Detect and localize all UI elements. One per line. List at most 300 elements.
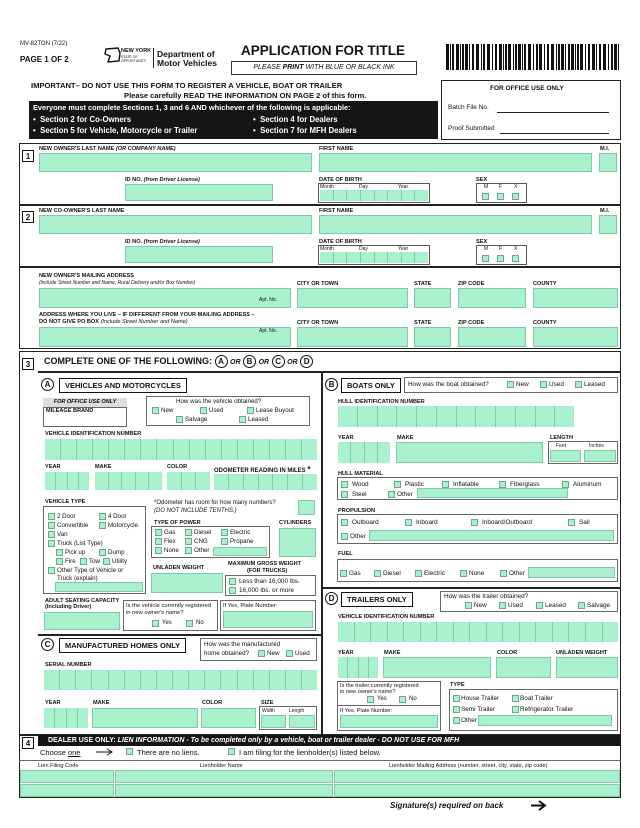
- section-3-heading: COMPLETE ONE OF THE FOLLOWING: A OR B OR C OR D: [44, 355, 313, 368]
- trailer-plate-input[interactable]: [340, 715, 438, 728]
- mailing-city-input[interactable]: [297, 288, 408, 308]
- s2-sex-f-checkbox[interactable]: [497, 255, 504, 262]
- mfh-length-label: Length: [289, 708, 305, 714]
- trailer-year-label: YEAR: [338, 650, 354, 656]
- trailer-color-label: COLOR: [497, 650, 518, 656]
- office-only-label: FOR OFFICE USE ONLY: [43, 398, 127, 407]
- prop-other-input[interactable]: [369, 530, 614, 541]
- mfh-width-input[interactable]: [261, 715, 286, 728]
- trailer-other-checkbox[interactable]: [453, 717, 460, 724]
- plate-input[interactable]: [223, 611, 313, 628]
- trailer-other-input[interactable]: [478, 715, 612, 726]
- type-truck-checkbox[interactable]: [48, 540, 55, 547]
- hull-other-label: Other: [397, 491, 413, 498]
- proof-submitted-label: Proof Submitted: [448, 125, 495, 132]
- trailer-year-input[interactable]: [338, 657, 378, 678]
- hull-steel-checkbox[interactable]: [341, 491, 348, 498]
- vehicle-color-label: COLOR: [167, 464, 188, 470]
- no-liens-checkbox[interactable]: [126, 748, 133, 755]
- s2-sex-x-checkbox[interactable]: [512, 255, 519, 262]
- page-number: PAGE 1 OF 2: [20, 55, 69, 64]
- fuel-other-label: Other: [509, 570, 525, 577]
- bullet-section2: • Section 2 for Co-Owners: [33, 115, 132, 124]
- trailer-registered-yes-label: Yes: [377, 696, 387, 702]
- mailing-county-input[interactable]: [533, 288, 618, 308]
- s1-mi-label: M.I.: [600, 146, 610, 152]
- prop-io-label: Inboard/Outboard: [482, 519, 533, 526]
- mfh-make-input[interactable]: [92, 708, 198, 728]
- mileage-brand-box: [43, 407, 127, 427]
- lienholder-name-input-2[interactable]: [115, 784, 333, 797]
- propulsion-label: PROPULSION: [338, 508, 375, 514]
- odometer-label: ODOMETER READING IN MILES *: [214, 465, 311, 474]
- s2-last-name-input[interactable]: [39, 215, 312, 234]
- odometer-input[interactable]: [214, 474, 317, 490]
- truck-pickup-checkbox[interactable]: [56, 549, 63, 556]
- residence-address-input[interactable]: [39, 327, 291, 347]
- trailer-obtained-label: How was the trailer obtained?: [444, 593, 529, 600]
- boat-length-label: LENGTH: [550, 435, 573, 441]
- bullet-section7: • Section 7 for MFH Dealers: [253, 126, 357, 135]
- boat-inches-input[interactable]: [584, 450, 616, 462]
- s2-sex-x-label: X: [514, 246, 518, 252]
- mailing-address-label: NEW OWNER'S MAILING ADDRESS: [39, 273, 134, 279]
- prop-outboard-label: Outboard: [352, 519, 379, 526]
- s2-id-input[interactable]: [125, 246, 273, 263]
- mfh-used-label: Used: [295, 650, 310, 657]
- power-cng-checkbox[interactable]: [185, 538, 192, 545]
- vehicle-make-label: MAKE: [95, 464, 112, 470]
- vehicle-new-checkbox[interactable]: [152, 407, 159, 414]
- mailing-address-input[interactable]: [39, 288, 291, 308]
- vehicle-leased-label: Leased: [248, 416, 269, 423]
- signature-required-note: Signature(s) required on back: [390, 801, 504, 810]
- boat-new-label: New: [516, 381, 529, 388]
- trailer-registered-no-checkbox[interactable]: [399, 696, 406, 703]
- truck-tow-checkbox[interactable]: [80, 558, 87, 565]
- trailer-leased-checkbox[interactable]: [536, 602, 543, 609]
- filing-lien-label: I am filing for the lienholder(s) listed below.: [239, 748, 381, 757]
- prop-sail-label: Sail: [579, 519, 590, 526]
- s1-id-input[interactable]: [125, 184, 273, 201]
- mfh-new-label: New: [267, 650, 280, 657]
- s2-sex-m-checkbox[interactable]: [482, 255, 489, 262]
- vehicle-salvage-checkbox[interactable]: [176, 416, 183, 423]
- type-other-checkbox[interactable]: [48, 567, 55, 574]
- hull-steel-label: Steel: [352, 491, 367, 498]
- vehicle-salvage-label: Salvage: [185, 416, 208, 423]
- mgw-gt16-label: 16,000 lbs. or more: [239, 587, 295, 594]
- prop-sail-checkbox[interactable]: [568, 519, 575, 526]
- truck-explain-label: Truck (explain): [57, 575, 98, 582]
- trailer-reefer-checkbox[interactable]: [512, 706, 519, 713]
- mfh-year-input[interactable]: [44, 708, 88, 728]
- power-none-checkbox[interactable]: [155, 547, 162, 554]
- lien-code-input-1[interactable]: [20, 770, 114, 783]
- mailing-apt-label: Apt. No.: [259, 297, 278, 303]
- registered-yes-checkbox[interactable]: [152, 620, 159, 627]
- prop-other-label: Other: [350, 533, 366, 540]
- lienholder-address-header: Lienholder Mailing Address (number, street, city, state, zip code): [389, 763, 548, 769]
- mfh-serial-label: SERIAL NUMBER: [45, 662, 92, 668]
- mfh-length-input[interactable]: [289, 715, 315, 728]
- s2-id-label: ID NO. (from Driver License): [125, 239, 200, 245]
- fuel-electric-label: Electric: [424, 570, 445, 577]
- residence-label: ADDRESS WHERE YOU LIVE – IF DIFFERENT FROM YOUR MAILING ADDRESS –: [39, 312, 255, 318]
- residence-zip-label: ZIP CODE: [458, 320, 485, 326]
- banner-text: Everyone must complete Sections 1, 3 and 6 AND whichever of the following is applicable:: [33, 103, 351, 112]
- power-electric-checkbox[interactable]: [221, 529, 228, 536]
- s2-mi-label: M.I.: [600, 208, 610, 214]
- mfh-serial-input[interactable]: [44, 670, 317, 690]
- cylinders-input[interactable]: [279, 528, 316, 557]
- trailer-reefer-label: Refrigerator Trailer: [520, 706, 574, 713]
- prop-inboard-checkbox[interactable]: [405, 519, 412, 526]
- lienholder-address-input-1[interactable]: [334, 770, 620, 783]
- residence-city-input[interactable]: [297, 327, 408, 347]
- office-use-box: [441, 80, 621, 140]
- section-c-marker: C: [41, 638, 54, 651]
- seating-label: ADULT SEATING CAPACITY: [45, 598, 120, 604]
- s2-day-label: Day: [359, 246, 368, 252]
- vehicle-color-input[interactable]: [167, 472, 210, 490]
- residence-city-label: CITY OR TOWN: [297, 320, 339, 326]
- vehicle-year-label: YEAR: [45, 464, 61, 470]
- ny-state-logo: [104, 47, 122, 63]
- power-other-label: Other: [194, 547, 210, 554]
- trailer-new-label: New: [474, 602, 487, 609]
- vehicle-used-label: Used: [209, 407, 224, 414]
- vehicle-type-label: VEHICLE TYPE: [45, 499, 86, 505]
- power-flex-label: Flex: [164, 538, 176, 545]
- residence-state-input[interactable]: [414, 327, 451, 347]
- mfh-obtained-label2: home obtained?: [204, 650, 250, 657]
- s1-last-name-label: NEW OWNER'S LAST NAME (OR COMPANY NAME): [39, 146, 176, 152]
- hull-inflatable-checkbox[interactable]: [442, 481, 449, 488]
- hull-aluminum-label: Aluminum: [573, 481, 602, 488]
- trailer-semi-checkbox[interactable]: [453, 706, 460, 713]
- barcode: [446, 44, 622, 70]
- ny-logo-tagline: STATE OF OPPORTUNITY.: [121, 55, 147, 63]
- residence-apt-label: Apt. No.: [259, 328, 278, 334]
- boat-new-checkbox[interactable]: [507, 381, 514, 388]
- type-motorcycle-label: Motorcycle: [108, 522, 138, 529]
- mileage-brand-label: MILEAGE BRAND: [46, 408, 94, 414]
- fuel-label: FUEL: [338, 551, 353, 557]
- mailing-address-hint: (include Street Number and Name, Rural Delivery and/or Box Number): [39, 280, 196, 286]
- odometer-note2: (DO NOT INCLUDE TENTHS.): [154, 508, 237, 514]
- registered-label2: in new owner's name?: [126, 610, 184, 616]
- boat-make-input[interactable]: [396, 442, 543, 463]
- s2-month-label: Month: [320, 246, 334, 252]
- type-convertible-label: Convertible: [57, 522, 89, 529]
- vehicle-lease-buyout-checkbox[interactable]: [247, 407, 254, 414]
- odometer-digits-input[interactable]: [298, 500, 315, 515]
- mfh-obtained-label1: How was the manufactured: [204, 641, 281, 648]
- section-3-number: 3: [22, 358, 34, 370]
- mailing-state-input[interactable]: [414, 288, 451, 308]
- hull-other-input[interactable]: [417, 488, 568, 498]
- prop-outboard-checkbox[interactable]: [341, 519, 348, 526]
- truck-utility-checkbox[interactable]: [103, 558, 110, 565]
- residence-state-label: STATE: [414, 320, 432, 326]
- plate-label: If Yes, Plate Number:: [223, 603, 278, 609]
- hull-inflatable-label: Inflatable: [453, 481, 479, 488]
- trailer-semi-label: Semi Trailer: [461, 706, 496, 713]
- section-4-number: 4: [22, 737, 34, 749]
- s1-dob-input[interactable]: [320, 190, 428, 201]
- truck-dump-label: Dump: [108, 549, 125, 556]
- hin-input[interactable]: [338, 406, 574, 427]
- mailing-zip-label: ZIP CODE: [458, 281, 485, 287]
- trailer-type-label: TYPE: [450, 682, 465, 688]
- section-1-number: 1: [22, 150, 34, 162]
- lienholder-name-input-1[interactable]: [115, 770, 333, 783]
- mfh-used-checkbox[interactable]: [286, 650, 293, 657]
- mgw-lt16-checkbox[interactable]: [229, 578, 236, 585]
- s1-sex-x-checkbox[interactable]: [512, 193, 519, 200]
- power-cng-label: CNG: [194, 538, 208, 545]
- dept-line2: Motor Vehicles: [157, 58, 217, 68]
- form-id: MV-82TON (7/22): [20, 41, 68, 47]
- trailer-salvage-checkbox[interactable]: [578, 602, 585, 609]
- s1-first-name-input[interactable]: [319, 153, 592, 172]
- vin-label: VEHICLE IDENTIFICATION NUMBER: [45, 431, 142, 437]
- type-2door-checkbox[interactable]: [48, 513, 55, 520]
- hull-aluminum-checkbox[interactable]: [562, 481, 569, 488]
- power-electric-label: Electric: [230, 529, 251, 536]
- s2-year-label: Year: [398, 246, 409, 252]
- next-page-arrow-icon: [531, 800, 547, 811]
- type-motorcycle-checkbox[interactable]: [99, 522, 106, 529]
- registered-yes-label: Yes: [162, 620, 172, 626]
- fuel-none-checkbox[interactable]: [460, 570, 467, 577]
- boat-year-input[interactable]: [338, 442, 390, 463]
- vehicle-new-label: New: [161, 407, 174, 414]
- residence-county-label: COUNTY: [533, 320, 557, 326]
- vehicle-used-checkbox[interactable]: [200, 407, 207, 414]
- trailer-color-input[interactable]: [496, 657, 551, 678]
- s1-month-label: Month: [320, 184, 334, 190]
- mfh-new-checkbox[interactable]: [258, 650, 265, 657]
- power-propane-checkbox[interactable]: [221, 538, 228, 545]
- vin-input[interactable]: [45, 439, 317, 460]
- lien-code-header: Lien Filing Code: [38, 763, 79, 769]
- boat-leased-label: Leased: [584, 381, 605, 388]
- hull-fiberglass-checkbox[interactable]: [499, 481, 506, 488]
- trailer-house-label: House Trailer: [461, 695, 500, 702]
- fuel-other-checkbox[interactable]: [500, 570, 507, 577]
- important-line1: IMPORTANT– DO NOT USE THIS FORM TO REGISTER A VEHICLE, BOAT OR TRAILER: [31, 81, 343, 90]
- batch-file-label: Batch File No.: [448, 104, 489, 111]
- s1-day-label: Day: [359, 184, 368, 190]
- mfh-color-input[interactable]: [201, 708, 256, 728]
- hull-fiberglass-label: Fiberglass: [510, 481, 540, 488]
- mgw-label: MAXIMUM GROSS WEIGHT: [228, 561, 302, 567]
- boat-feet-input[interactable]: [550, 450, 581, 462]
- mgw-sub-label: (FOR TRUCKS): [247, 568, 288, 574]
- type-other-label: Other Type of Vehicle or: [57, 567, 124, 574]
- hull-plastic-label: Plastic: [405, 481, 424, 488]
- trailer-salvage-label: Salvage: [587, 602, 611, 609]
- s1-id-label: ID NO. (from Driver License): [125, 177, 200, 183]
- s2-first-name-input[interactable]: [319, 215, 592, 234]
- arrow-right-icon: [96, 748, 114, 756]
- cylinders-label: CYLINDERS: [279, 520, 312, 526]
- section-d-marker: D: [325, 592, 338, 605]
- mfh-color-label: COLOR: [202, 700, 223, 706]
- power-other-input[interactable]: [213, 547, 267, 556]
- fuel-diesel-label: Diesel: [383, 570, 401, 577]
- s1-last-name-input[interactable]: [39, 153, 312, 172]
- trailer-plate-label: If Yes, Plate Number:: [340, 708, 393, 714]
- hull-wood-label: Wood: [352, 481, 369, 488]
- s2-sex-label: SEX: [476, 239, 488, 245]
- truck-fire-label: Fire: [65, 558, 76, 565]
- prop-io-checkbox[interactable]: [471, 519, 478, 526]
- section-a-title: VEHICLES AND MOTORCYCLES: [59, 378, 187, 393]
- odometer-note1: *Odometer has room for how many numbers?: [154, 500, 276, 506]
- s2-mi-input[interactable]: [599, 215, 617, 234]
- residence-label2: DO NOT GIVE PO BOX (Include Street Number and Name): [39, 319, 188, 325]
- boat-used-checkbox[interactable]: [540, 381, 547, 388]
- mfh-year-label: YEAR: [45, 700, 61, 706]
- fuel-other-input[interactable]: [528, 567, 615, 578]
- filing-lien-checkbox[interactable]: [228, 748, 235, 755]
- power-diesel-label: Diesel: [194, 529, 212, 536]
- residence-zip-input[interactable]: [458, 327, 526, 347]
- important-line2: Please carefully READ THE INFORMATION ON PAGE 2 of this form.: [124, 91, 367, 100]
- type-2door-label: 2 Door: [57, 513, 76, 520]
- power-diesel-checkbox[interactable]: [185, 529, 192, 536]
- s2-dob-label: DATE OF BIRTH: [319, 239, 362, 245]
- boat-leased-checkbox[interactable]: [575, 381, 582, 388]
- prop-other-checkbox[interactable]: [341, 533, 348, 540]
- lien-code-input-2[interactable]: [20, 784, 114, 797]
- power-other-checkbox[interactable]: [185, 547, 192, 554]
- type-other-input[interactable]: [55, 582, 143, 592]
- s1-sex-m-label: M: [484, 184, 489, 190]
- truck-dump-checkbox[interactable]: [99, 549, 106, 556]
- fuel-diesel-checkbox[interactable]: [374, 570, 381, 577]
- s2-first-name-label: FIRST NAME: [319, 208, 354, 214]
- trailer-make-input[interactable]: [383, 657, 491, 678]
- type-truck-label: Truck (List Type): [57, 540, 103, 547]
- truck-utility-label: Utility: [112, 558, 128, 565]
- power-propane-label: Propane: [230, 538, 254, 545]
- trailer-used-checkbox[interactable]: [499, 602, 506, 609]
- section-b-marker: B: [325, 378, 338, 391]
- hull-wood-checkbox[interactable]: [341, 481, 348, 488]
- hull-other-checkbox[interactable]: [388, 491, 395, 498]
- hull-plastic-checkbox[interactable]: [394, 481, 401, 488]
- s1-sex-x-label: X: [514, 184, 518, 190]
- s1-sex-m-checkbox[interactable]: [482, 193, 489, 200]
- mailing-state-label: STATE: [414, 281, 432, 287]
- trailer-registered-yes-checkbox[interactable]: [367, 696, 374, 703]
- ink-instruction: PLEASE PRINT WITH BLUE OR BLACK INK: [231, 61, 417, 75]
- mfh-size-label: SIZE: [261, 700, 274, 706]
- boat-feet-label: Feet: [556, 443, 567, 449]
- fuel-gas-checkbox[interactable]: [340, 570, 347, 577]
- dealer-lien-banner: DEALER USE ONLY: LIEN INFORMATION - To be completed only by a vehicle, boat or trailer dealer - DO NOT USE FOR MFH: [38, 735, 621, 746]
- type-4door-label: 4 Door: [108, 513, 127, 520]
- registered-label: Is the vehicle currently registered: [126, 603, 212, 609]
- s2-sex-m-label: M: [484, 246, 489, 252]
- boat-make-label: MAKE: [397, 435, 414, 441]
- registered-no-checkbox[interactable]: [186, 620, 193, 627]
- seating-input[interactable]: [44, 612, 120, 630]
- prop-inboard-label: Inboard: [416, 519, 438, 526]
- s2-sex-f-label: F: [499, 246, 503, 252]
- mailing-county-label: COUNTY: [533, 281, 557, 287]
- truck-fire-checkbox[interactable]: [56, 558, 63, 565]
- residence-county-input[interactable]: [533, 327, 618, 347]
- type-convertible-checkbox[interactable]: [48, 522, 55, 529]
- trailer-unladen-input[interactable]: [556, 657, 618, 678]
- mailing-zip-input[interactable]: [458, 288, 526, 308]
- trailer-new-checkbox[interactable]: [465, 602, 472, 609]
- boat-inches-label: Inches: [589, 443, 604, 449]
- power-label: TYPE OF POWER: [154, 520, 201, 526]
- trailer-leased-label: Leased: [545, 602, 566, 609]
- vehicle-year-input[interactable]: [45, 472, 89, 490]
- registered-no-label: No: [196, 620, 204, 626]
- s1-sex-f-checkbox[interactable]: [497, 193, 504, 200]
- hin-label: HULL IDENTIFICATION NUMBER: [338, 399, 425, 405]
- mfh-width-label: Width: [262, 708, 275, 714]
- lienholder-address-input-2[interactable]: [334, 784, 620, 797]
- vehicle-obtained-label: How was the vehicle obtained?: [176, 398, 262, 405]
- vehicle-make-input[interactable]: [95, 472, 162, 490]
- s1-sex-label: SEX: [476, 177, 488, 183]
- trailer-unladen-label: UNLADEN WEIGHT: [556, 650, 608, 656]
- no-liens-label: There are no liens.: [137, 748, 200, 757]
- section-d-title: TRAILERS ONLY: [341, 592, 413, 607]
- trailer-house-checkbox[interactable]: [453, 695, 460, 702]
- office-use-title: FOR OFFICE USE ONLY: [490, 85, 564, 92]
- trailer-vin-input[interactable]: [338, 622, 618, 642]
- power-gas-checkbox[interactable]: [155, 529, 162, 536]
- type-4door-checkbox[interactable]: [99, 513, 106, 520]
- mgw-gt16-checkbox[interactable]: [229, 587, 236, 594]
- fuel-electric-checkbox[interactable]: [415, 570, 422, 577]
- vehicle-leased-checkbox[interactable]: [239, 416, 246, 423]
- bullet-section5: • Section 5 for Vehicle, Motorcycle or Trailer: [33, 126, 198, 135]
- section-b-title: BOATS ONLY: [341, 378, 401, 393]
- power-none-label: None: [164, 547, 179, 554]
- power-flex-checkbox[interactable]: [155, 538, 162, 545]
- s1-first-name-label: FIRST NAME: [319, 146, 354, 152]
- dept-line1: Department of: [157, 49, 215, 59]
- s1-mi-input[interactable]: [599, 153, 617, 172]
- form-title: APPLICATION FOR TITLE: [241, 43, 405, 58]
- unladen-weight-input[interactable]: [151, 573, 223, 593]
- mfh-make-label: MAKE: [93, 700, 110, 706]
- truck-tow-label: Tow: [89, 558, 101, 565]
- trailer-registered-no-label: No: [409, 696, 417, 702]
- s2-dob-input[interactable]: [320, 252, 428, 263]
- boat-obtained-label: How was the boat obtained?: [408, 381, 489, 388]
- boat-year-label: YEAR: [338, 435, 354, 441]
- section-2-number: 2: [22, 211, 34, 223]
- hull-material-label: HULL MATERIAL: [338, 471, 383, 477]
- boat-used-label: Used: [549, 381, 564, 388]
- mgw-lt16-label: Less than 16,000 lbs.: [239, 578, 300, 585]
- ny-logo-text: NEW YORK: [121, 48, 152, 54]
- trailer-boat-checkbox[interactable]: [512, 695, 519, 702]
- type-van-checkbox[interactable]: [48, 531, 55, 538]
